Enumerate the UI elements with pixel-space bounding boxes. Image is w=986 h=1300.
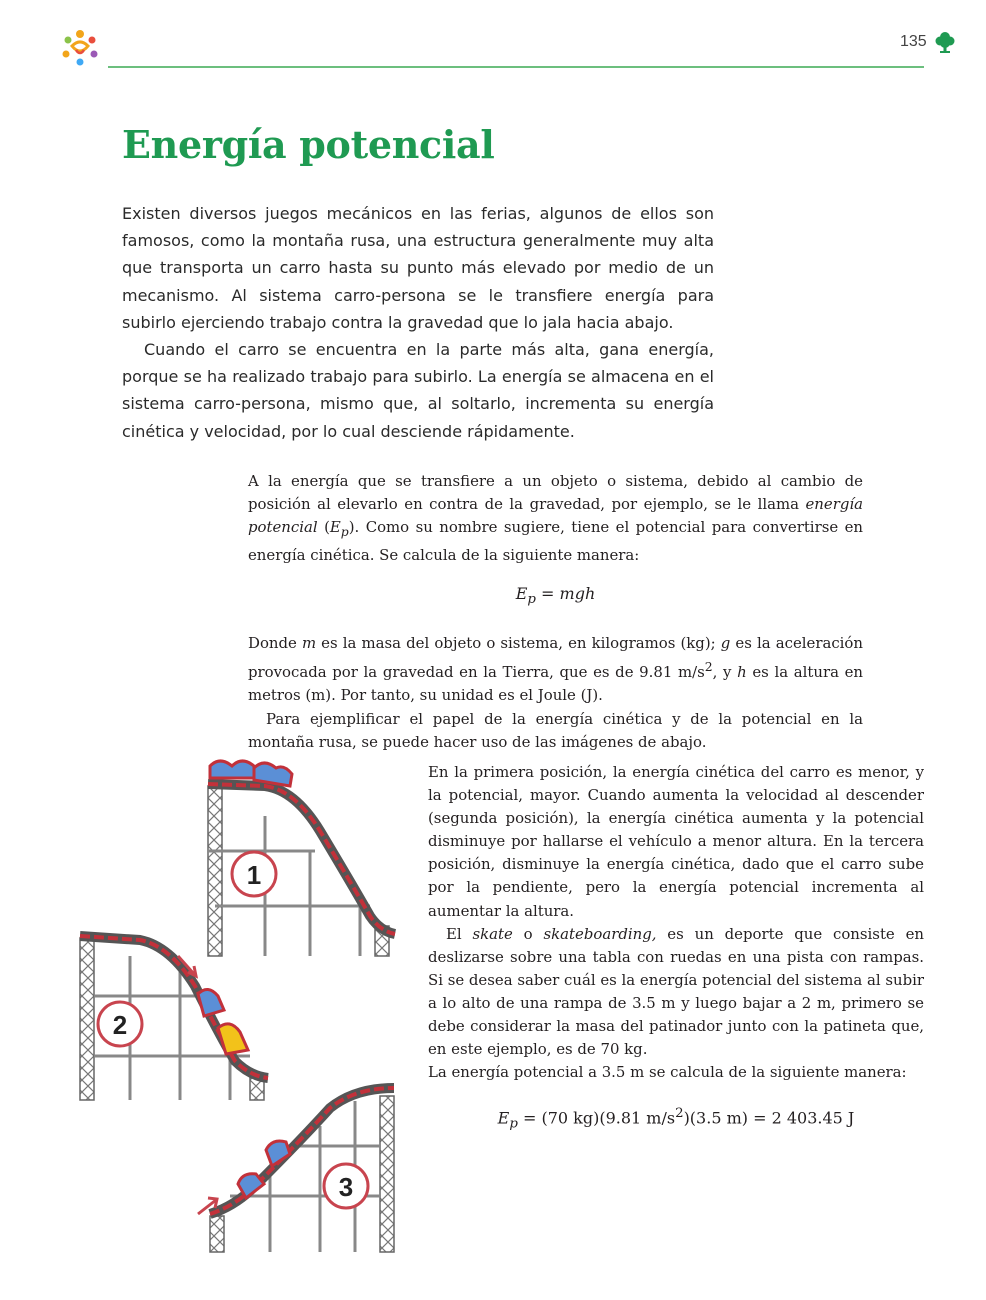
tree-icon <box>934 30 956 54</box>
intro-paragraph-2: Cuando el carro se encuentra en la parte más alta, gana energía, porque se ha realizado trabajo para subirlo. La energía se almacena en el sistema carro-persona, mismo que, al soltarlo, incrementa su energía cinética y velocidad, por lo cual desciende rápidamente. <box>122 340 714 441</box>
coaster-panel-3 <box>198 1088 394 1252</box>
position-label-1: 1 <box>246 860 262 890</box>
variables-explanation <box>248 632 863 754</box>
intro-paragraph-1: Existen diversos juegos mecánicos en las ferias, algunos de ellos son famosos, como la montaña rusa, una estructura generalmente muy alta que transporta un carro hasta su punto más elevado por medio de un mecanismo. Al sistema carro-persona se le transfiere energía para subirlo ejerciendo trabajo contra la gravedad que lo jala hacia abajo. <box>122 204 714 332</box>
potential-energy-formula: $E_p$ = mgh <box>515 584 596 608</box>
definition-term: energía potencial <box>248 495 863 537</box>
coaster-panel-2 <box>80 936 268 1100</box>
definition-paragraph: A la energía que se transfiere a un objeto o sistema, debido al cambio de posición al elevarlo en contra de la gravedad, por ejemplo, se le llama energía potencial $(E_p)$. Como su nombre sugiere, tiene el potencial para convertirse en energía cinética. Se calcula de la siguiente manera: <box>248 472 863 564</box>
calculation-intro: La energía potencial a 3.5 m se calcula de la siguiente manera: <box>428 1063 907 1082</box>
header-rule <box>108 66 924 68</box>
page-title: Energía potencial <box>122 122 495 167</box>
position-label-3: 3 <box>338 1172 354 1202</box>
intro-text <box>122 200 714 445</box>
coaster-panel-1 <box>208 761 395 956</box>
example-intro-paragraph: Para ejemplificar el papel de la energía cinética y de la potencial en la montaña rusa, se puede hacer uso de las imágenes de abajo. <box>248 709 863 751</box>
positions-paragraph: En la primera posición, la energía cinética del carro es menor, y la potencial, mayor. Cuando aumenta la velocidad al descender (segunda posición), la energía cinética aumenta y la potencial disminuye por hallarse el vehículo a menor altura. En la tercera posición, disminuye la energía cinética, dado que el carro sube por la pendiente, pero la energía potencial incrementa al aumentar la altura. <box>428 763 924 920</box>
calculation-formula: $E_p = (70$ kg)(9.81 $m/s^2)(3.5$ m) = 2 403.45 J <box>497 1106 855 1132</box>
position-label-2: 2 <box>112 1010 128 1040</box>
roller-coaster-illustration <box>70 756 410 1256</box>
variables-paragraph: Donde m es la masa del objeto o sistema, en kilogramos (kg); g es la aceleración provocada por la gravedad en la Tierra, que es de 9.81 $m/s^2$, y h es la altura en metros (m). Por tanto, su unidad es el Joule (J). <box>248 634 863 705</box>
publisher-logo-icon <box>58 26 102 70</box>
coaster-explanation <box>428 761 924 1084</box>
skate-paragraph: El skate o skateboarding, es un deporte que consiste en deslizarse sobre una tabla con ruedas en una pista con rampas. Si se desea saber cuál es la energía potencial del sistema al subir a lo alto de una rampa de 3.5 m y luego bajar a 2 m, primero se debe considerar la masa del patinador junto con la patineta que, en este ejemplo, es de 70 kg. <box>428 924 924 1059</box>
definition-text <box>248 470 863 567</box>
page-number: 135 <box>900 33 927 50</box>
